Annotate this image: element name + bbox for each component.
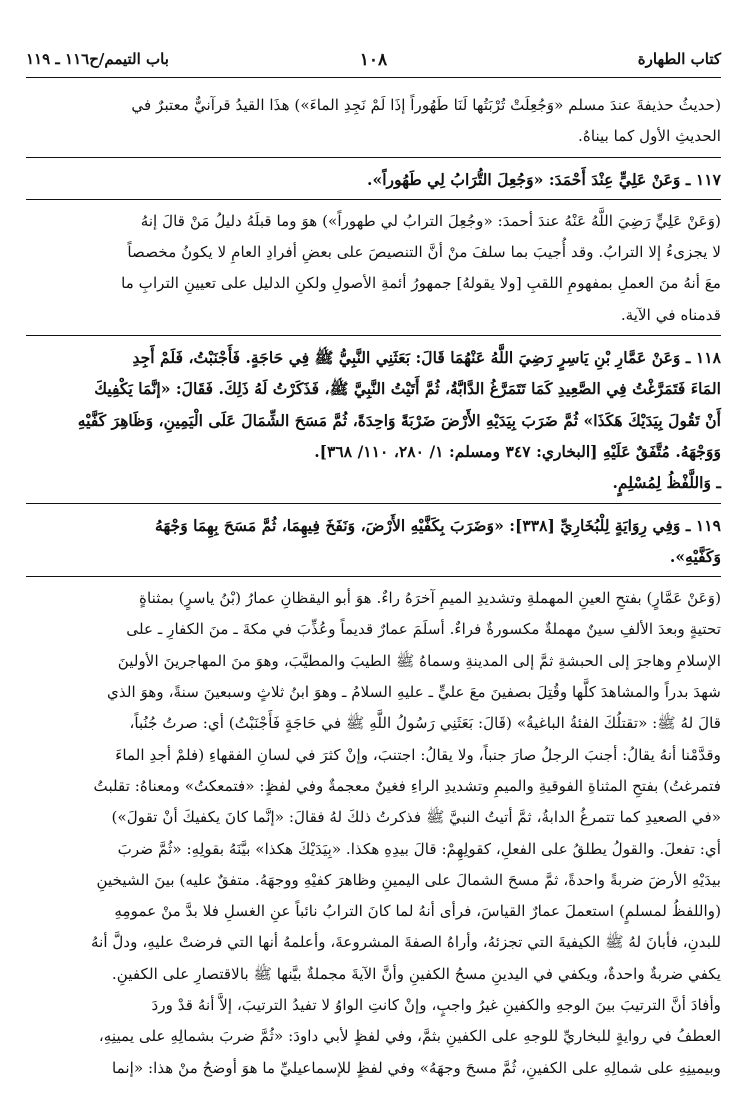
page-body [26, 78, 721, 1084]
chapter-reference: باب التيمم/ح١١٦ ـ ١١٩ [26, 50, 169, 68]
commentary-paragraph: (حديثُ حذيفةَ عندَ مسلم «وَجُعِلَتْ تُرْبَتُها لَنَا طَهُوراً إذَا لَمْ نَجِدِ الماءَ») هذَا القيدُ قرآنيٌّ معتبرٌ في الحديثِ الأول كما بيناهُ. [131, 96, 721, 146]
hadith-119: ١١٩ ـ وَفِي رِوَايَةٍ لِلْبُخَارِيِّ [٣٣٨]: «وَضَرَبَ بِكَفَّيْهِ الأَرْضَ، وَنَفَخَ فِيهِمَا، ثُمَّ مَسَحَ بِهِمَا وَجْهَهُ وَكَفَّيْهِ». [155, 515, 721, 566]
section-divider [26, 335, 721, 336]
book-title: كتاب الطهارة [637, 50, 721, 68]
commentary-paragraph: (وَعَنْ عَمَّارٍ) بفتحِ العينِ المهملةِ وتشديدِ الميمِ آخرَهُ راءٌ. هوَ أبو اليقظانِ عمارُ (بْنُ ياسرٍ) بمثناةٍ تحتيةٍ وبعدَ الألفِ سينٌ مهملةٌ مكسورةٌ فراءٌ. أسلَمَ عمارٌ قديماً وعُذِّبَ في مكةَ ـ منَ الكفارِ ـ على الإسلامِ وهاجرَ إلى الحبشةِ ثمَّ إلى المدينةِ وسماهُ ﷺ الطيبَ والمطيَّبَ، وهوَ منَ المهاجرينَ الأولينَ شهدَ بدراً والمشاهدَ كلَّها وقُتِلَ بصفينَ معَ عليٍّ ـ عليهِ السلامُ ـ وهوَ ابنُ ثلاثٍ وسبعينَ سنةً، وهوَ الذي قالَ لهُ ﷺ: «تقتلُكَ الفئةُ الباغيةُ» (قَالَ: بَعَثَنِي رَسُولُ اللَّهِ ﷺ في حَاجَةٍ فَأَجْنَبْتُ) أي: صرتُ جُنُباً، وقدَّمْنا أنهُ يقالُ: أجنبَ الرجلُ صارَ جنباً، ولا يقالُ: اجتنبَ، وإنْ كثرَ في لسانِ الفقهاءِ (فلمْ أجدِ الماءَ فتمرغتُ) بفتحِ المثناةِ الفوقيةِ والميمِ وتشديدِ الراءِ فغينٌ معجمةٌ وفي لفظٍ: «فتمعكتُ» ومعناهُ: تقلبتُ «في الصعيدِ كما تتمرغُ الدابةُ، ثمَّ أتيتُ النبيَّ ﷺ فذكرتُ ذلكَ لهُ فقالَ: «إنَّما كانَ يكفيكَ أنْ تقولَ») أي: تفعلَ. والقولُ يطلقُ على الفعلِ، كقولِهِمْ: قالَ بيدِهِ هكذا. «بِيَدَيْكَ هكذا» بيَّنَهُ بقولِهِ: «ثُمَّ ضربَ بيدَيْهِ الأرضَ ضربةً واحدةً، ثمَّ مسحَ الشمالَ على اليمينِ وظاهرَ كفيْهِ ووجهَهُ. متفقٌ عليه) بينَ الشيخينِ (واللفظُ لمسلمٍ) استعملَ عمارٌ القياسَ، فرأى أنهُ لما كانَ الترابُ نائباً عنِ الغسلِ فلا بدَّ منْ عمومِهِ للبدنِ، فأبانَ لهُ ﷺ الكيفيةَ التي تجزئهُ، وأراهُ الصفةَ المشروعةَ، وأعلمهُ أنها التي فرضتْ عليهِ، ودلَّ أنهُ يكفي ضربةٌ واحدةٌ، ويكفي في اليدينِ مسحُ الكفينِ وأنَّ الآيةَ مجملةٌ بيَّنها ﷺ بالاقتصارِ على الكفينِ. وأفادَ أنَّ الترتيبَ بينَ الوجهِ والكفينِ غيرُ واجبٍ، وإنْ كانتِ الواوُ لا تفيدُ الترتيبَ، إلاَّ أنهُ قدْ وردَ العطفُ في روايةٍ للبخاريِّ للوجهِ على الكفينِ بثمَّ، وفي لفظٍ لأبي داودَ: «ثُمَّ ضربَ بشمالِهِ على يمينِهِ، وبيمينِهِ على شمالِهِ على الكفينِ، ثُمَّ مسحَ وجهَهُ» وفي لفظٍ للإسماعيليِّ ما هوَ أوضحُ منْ هذا: «إنما [90, 589, 721, 1077]
section-divider [26, 503, 721, 504]
hadith-117: ١١٧ ـ وَعَنْ عَلِيٍّ عِنْدَ أَحْمَدَ: «وَجُعِلَ التُّرَابُ لِي طَهُوراً». [367, 169, 721, 189]
wording-note: ـ وَاللَّفْظُ لِمُسْلِمٍ. [612, 473, 721, 493]
section-divider [26, 199, 721, 200]
section-divider [26, 157, 721, 158]
page-number: ١٠٨ [359, 50, 388, 70]
running-header [26, 0, 721, 78]
section-divider [26, 576, 721, 577]
hadith-118: ١١٨ ـ وَعَنْ عَمَّارِ بْنِ يَاسِرٍ رَضِيَ اللَّهُ عَنْهُمَا قَالَ: بَعَثَنِي النَّبِيُّ ﷺ فِي حَاجَةٍ. فَأَجْنَبْتُ، فَلَمْ أَجِدِ المَاءَ فَتَمَرَّغْتُ فِي الصَّعِيدِ كَمَا تَتَمَرَّغُ الدَّابَّةُ، ثُمَّ أَتَيْتُ النَّبِيَّ ﷺ، فَذَكَرْتُ لَهُ ذَلِكَ. فَقَالَ: «إنَّمَا يَكْفِيكَ أَنْ تَقُولَ بِيَدَيْكَ هَكَذَا» ثُمَّ ضَرَبَ بِيَدَيْهِ الأَرْضَ ضَرْبَةً وَاحِدَةً، ثُمَّ مَسَحَ الشِّمَالَ عَلَى الْيَمِينِ، وَظَاهِرَ كَفَّيْهِ وَوَجْهَهُ. مُتَّفَقٌ عَلَيْهِ [البخاري: ٣٤٧ ومسلم: ١/ ٢٨٠، ١١٠/ ٣٦٨]. [77, 348, 721, 461]
commentary-paragraph: (وَعَنْ عَلِيٍّ رَضِيَ اللَّهُ عَنْهُ عندَ أحمدَ: «وجُعِلَ الترابُ لي طهوراً») هوَ وما قبلَهُ دليلُ مَنْ قالَ إنهُ لا يجزىءُ إلا الترابُ. وقد أُجيبَ بما سلفَ منْ أنَّ التنصيصَ على بعضِ أفرادِ العامِ لا يكونُ مخصصاً معَ أنهُ منَ العملِ بمفهومِ اللقبِ [ولا يقولهُ] جمهورُ أئمةِ الأصولِ ولكنِ الدليل على تعيينِ الترابِ ما قدمناه في الآية. [121, 211, 721, 324]
